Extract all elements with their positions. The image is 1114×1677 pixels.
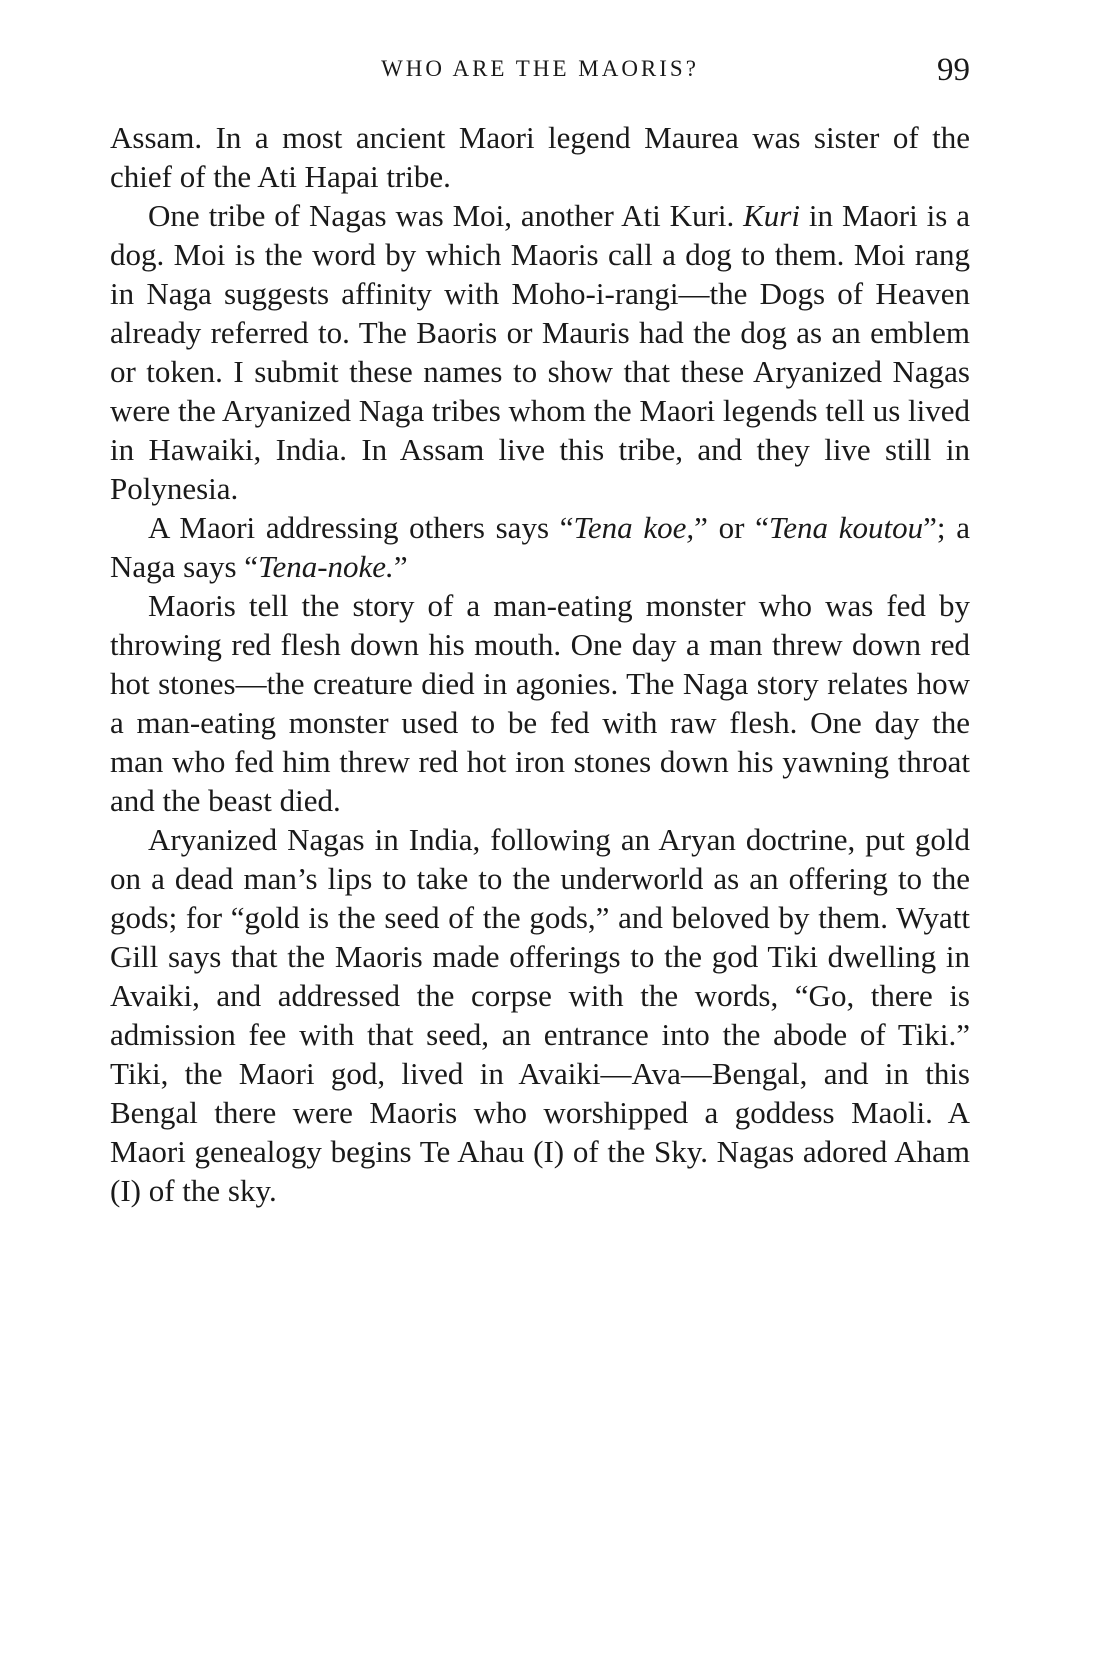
paragraph-3 (110, 508, 970, 586)
paragraph-3-part-1: A Maori addressing others says “ (148, 510, 574, 545)
paragraph-3-part-3: ”; a Naga says “ (110, 510, 970, 584)
italic-phrase-tena-noke: Tena-noke. (258, 549, 394, 584)
paragraph-3-part-2: ” or “ (694, 510, 769, 545)
paragraph-1: Assam. In a most ancient Maori legend Maurea was sister of the chief of the Ati Hapai tribe. (110, 120, 970, 194)
paragraph-2-start: One tribe of Nagas was Moi, another Ati Kuri. (148, 198, 744, 233)
page-number: 99 (937, 52, 970, 88)
paragraph-3-part-4: ” (393, 549, 408, 584)
paragraph-4: Maoris tell the story of a man-eating monster who was fed by throwing red flesh down his mouth. One day a man threw down red hot stones—the creature died in agonies. The Naga story relates how a man-eating monster used to be fed with raw flesh. One day the man who fed him threw red hot iron stones down his yawning throat and the beast died. (110, 588, 970, 818)
italic-phrase-tena-koe: Tena koe, (573, 510, 695, 545)
paragraph-5: Aryanized Nagas in India, following an Aryan doctrine, put gold on a dead man’s lips to take to the underworld as an offering to the gods; for “gold is the seed of the gods,” and beloved by them. Wyatt Gill says that the Maoris made offerings to the god Tiki dwelling in Avaiki, and addressed the corpse with the words, “Go, there is admission fee with that seed, an entrance into the abode of Tiki.” Tiki, the Maori god, lived in Avaiki—Ava—Bengal, and in this Bengal there were Maoris who worshipped a goddess Maoli. A Maori genealogy begins Te Ahau (I) of the Sky. Nagas adored Aham (I) of the sky. (110, 822, 970, 1208)
running-header (110, 52, 970, 92)
running-title: WHO ARE THE MAORIS? (381, 56, 699, 81)
body-text (110, 118, 970, 1210)
italic-phrase-tena-koutou: Tena koutou (768, 510, 924, 545)
paragraph-2-rest: in Maori is a dog. Moi is the word by which Maoris call a dog to them. Moi rang in Naga suggests affinity with Moho-i-rangi—the Dogs of Heaven already referred to. The Baoris or Mauris had the dog as an emblem or token. I submit these names to show that these Aryanized Nagas were the Aryanized Naga tribes whom the Maori legends tell us lived in Hawaiki, India. In Assam live this tribe, and they live still in Polynesia. (110, 198, 970, 506)
italic-term-kuri: Kuri (743, 198, 800, 233)
paragraph-2 (110, 196, 970, 508)
